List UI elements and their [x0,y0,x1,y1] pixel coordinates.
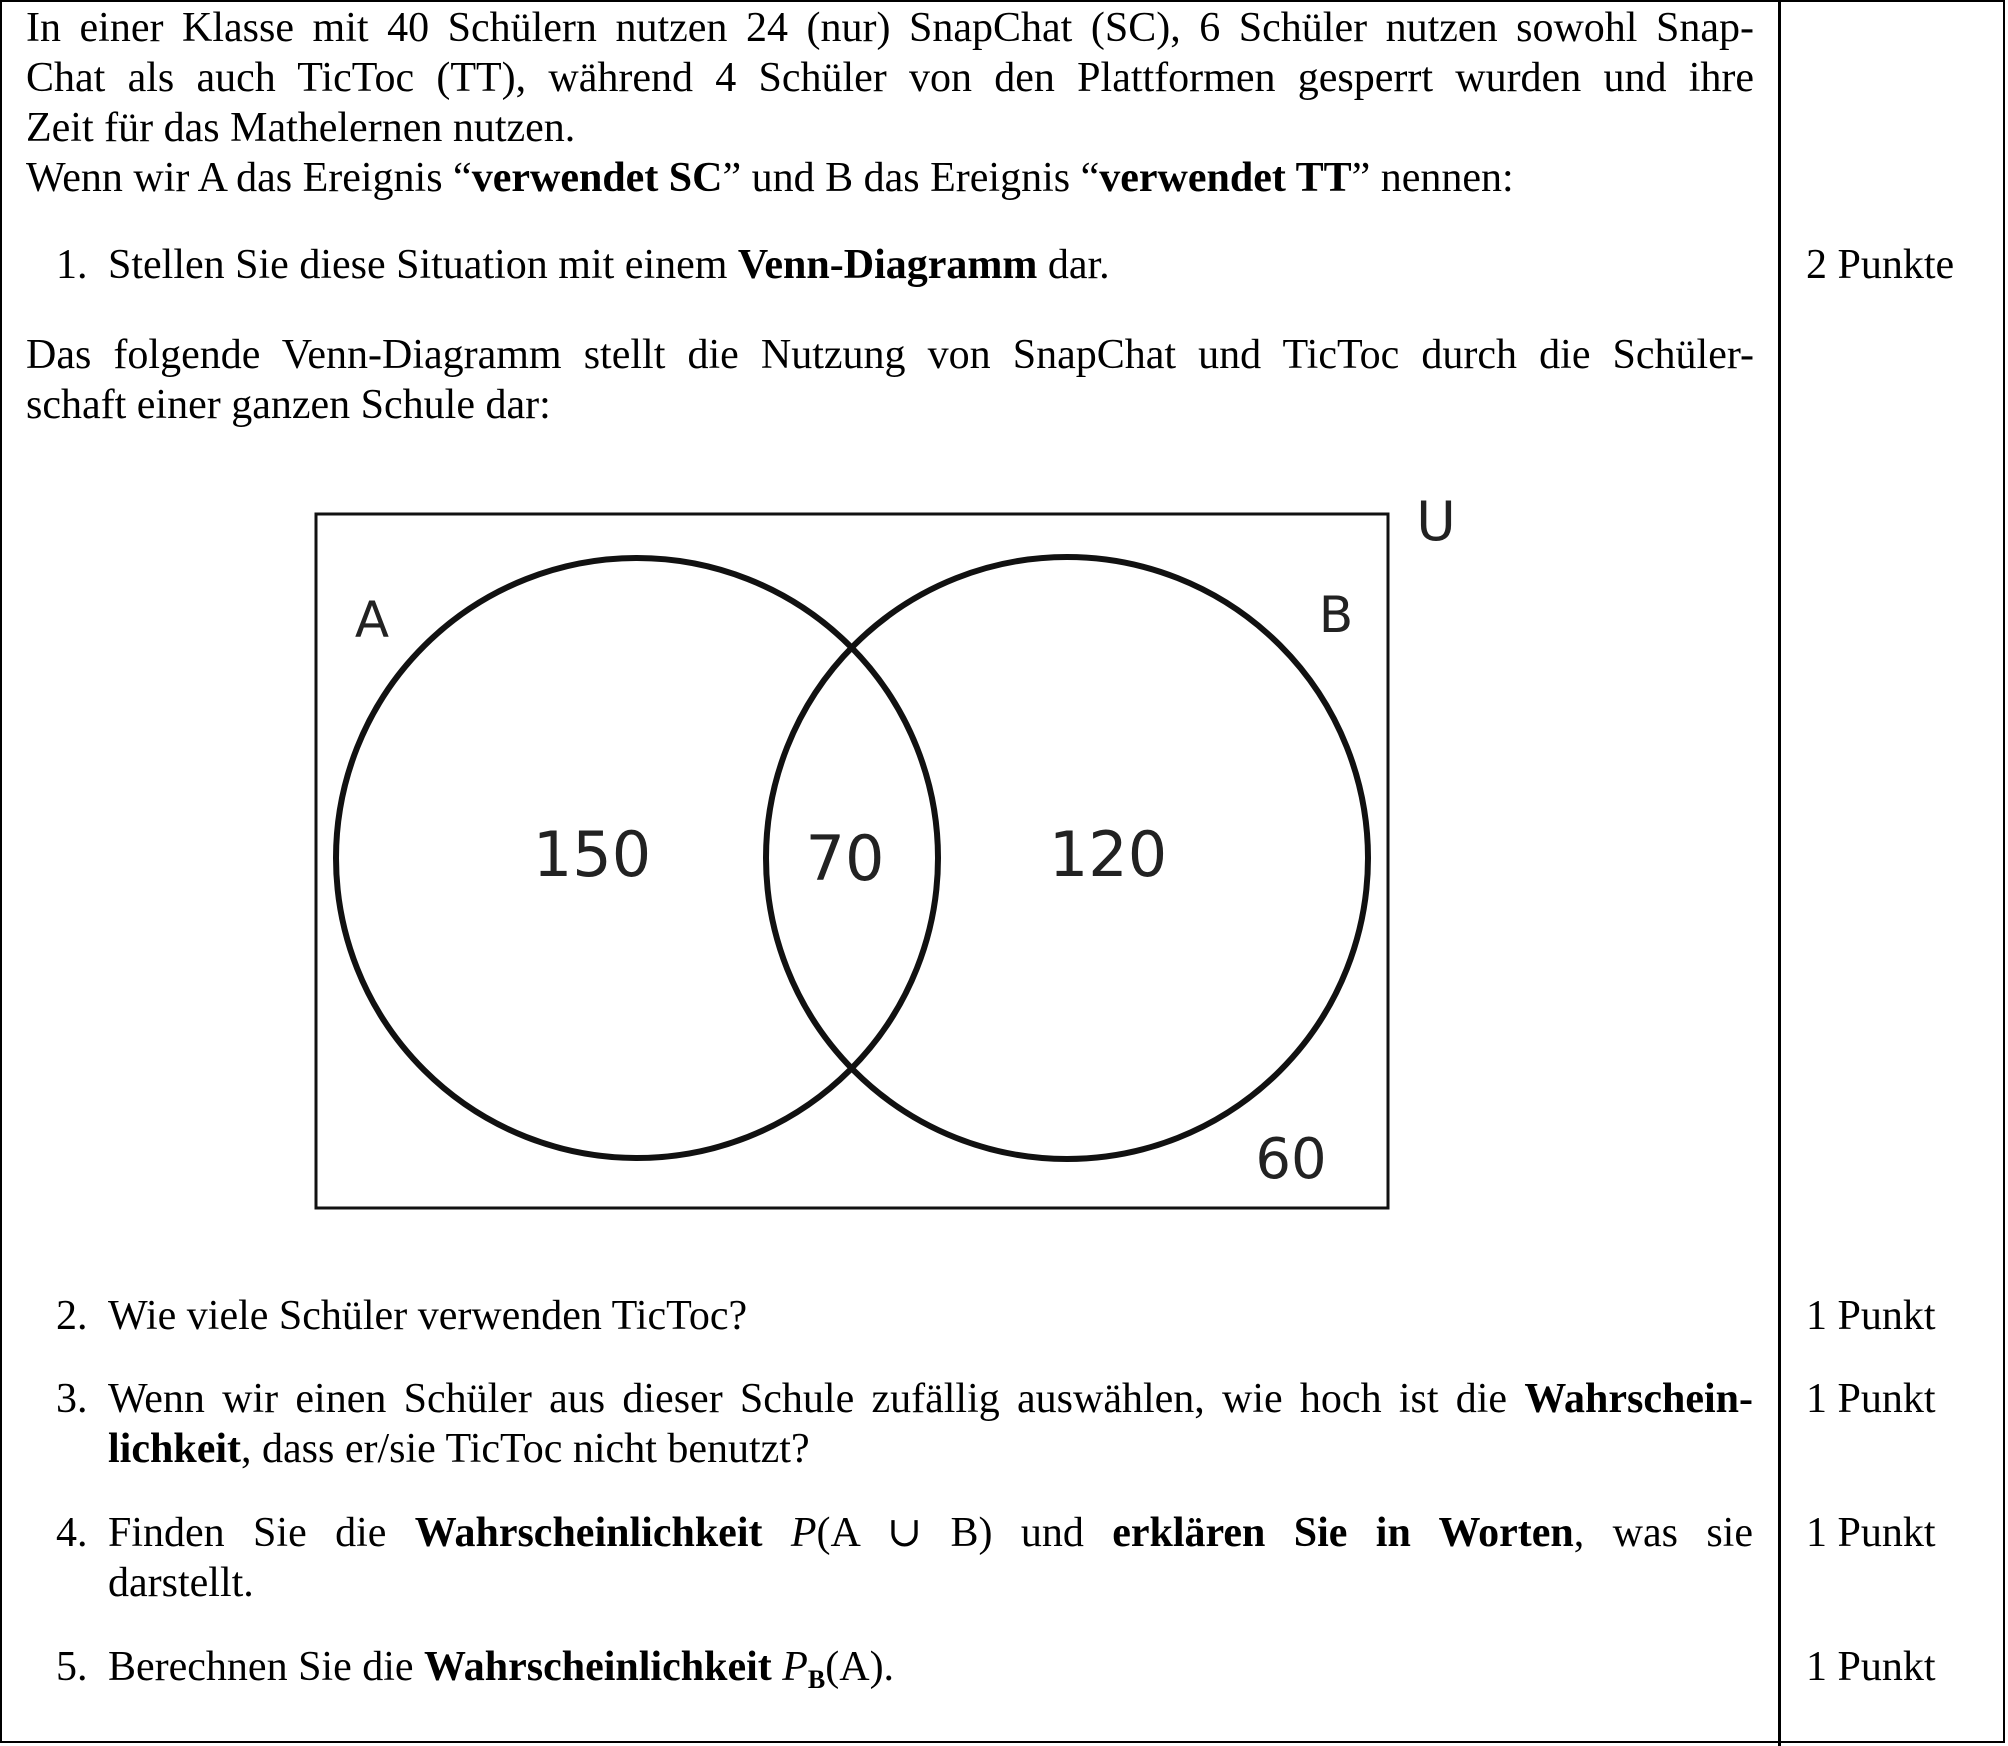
q5-text: Berechnen Sie die Wahrscheinlichkeit $P_B(A)$. [108,1644,895,1694]
q4-line-2: darstellt. [108,1560,254,1606]
q3-line-2: lichkeit, dass er/sie TicToc nicht benutzt? [108,1426,810,1472]
q1-number: 1. [56,242,88,288]
q5-number: 5. [56,1644,88,1690]
q3-line-1: Wenn wir einen Schüler aus dieser Schule zufällig auswählen, wie hoch ist die Wahrschein- [108,1376,1753,1422]
q1-points: 2 Punkte [1806,242,1955,288]
venn-intro-paragraph [26,330,1754,430]
q4-points: 1 Punkt [1806,1510,1936,1556]
neither-count: 60 [1255,1127,1327,1192]
venn-intro-line-1: Das folgende Venn-Diagramm stellt die Nutzung von SnapChat und TicToc durch die Schüler- [26,332,1754,378]
event-a-definition: verwendet SC [471,155,723,201]
intro-line-1: In einer Klasse mit 40 Schülern nutzen 24 (nur) SnapChat (SC), 6 Schüler nutzen sowohl Snap- [26,5,1754,51]
set-b-label: B [1318,586,1354,644]
venn-intro-line-2: schaft einer ganzen Schule dar: [26,382,551,428]
intro-line-2: Chat als auch TicToc (TT), während 4 Schüler von den Plattformen gesperrt wurden und ihre [26,55,1754,101]
q4-text [108,1508,1753,1608]
column-divider [1778,0,1781,1746]
intro-line-4: Wenn wir A das Ereignis “verwendet SC” und B das Ereignis “verwendet TT” nennen: [26,155,1514,201]
q3-number: 3. [56,1376,88,1422]
only-a-count: 150 [532,818,652,891]
q5-points: 1 Punkt [1806,1644,1936,1690]
set-a-label: A [354,591,390,649]
q2-text: Wie viele Schüler verwenden TicToc? [108,1293,748,1339]
q1-text: Stellen Sie diese Situation mit einem Venn-Diagramm dar. [108,242,1110,288]
event-b-definition: verwendet TT [1099,155,1352,201]
q3-text [108,1374,1753,1474]
intro-paragraph [26,3,1754,203]
q3-points: 1 Punkt [1806,1376,1936,1422]
q2-points: 1 Punkt [1806,1293,1936,1339]
q2-number: 2. [56,1293,88,1339]
only-b-count: 120 [1048,818,1168,891]
q4-line-1: Finden Sie die Wahrscheinlichkeit P(A ∪ B) und erklären Sie in Worten, was sie [108,1510,1753,1556]
universe-label: U [1416,500,1456,553]
intro-line-3: Zeit für das Mathelernen nutzen. [26,105,576,151]
venn-diagram [310,500,1480,1220]
q4-number: 4. [56,1510,88,1556]
intersection-count: 70 [805,822,885,895]
